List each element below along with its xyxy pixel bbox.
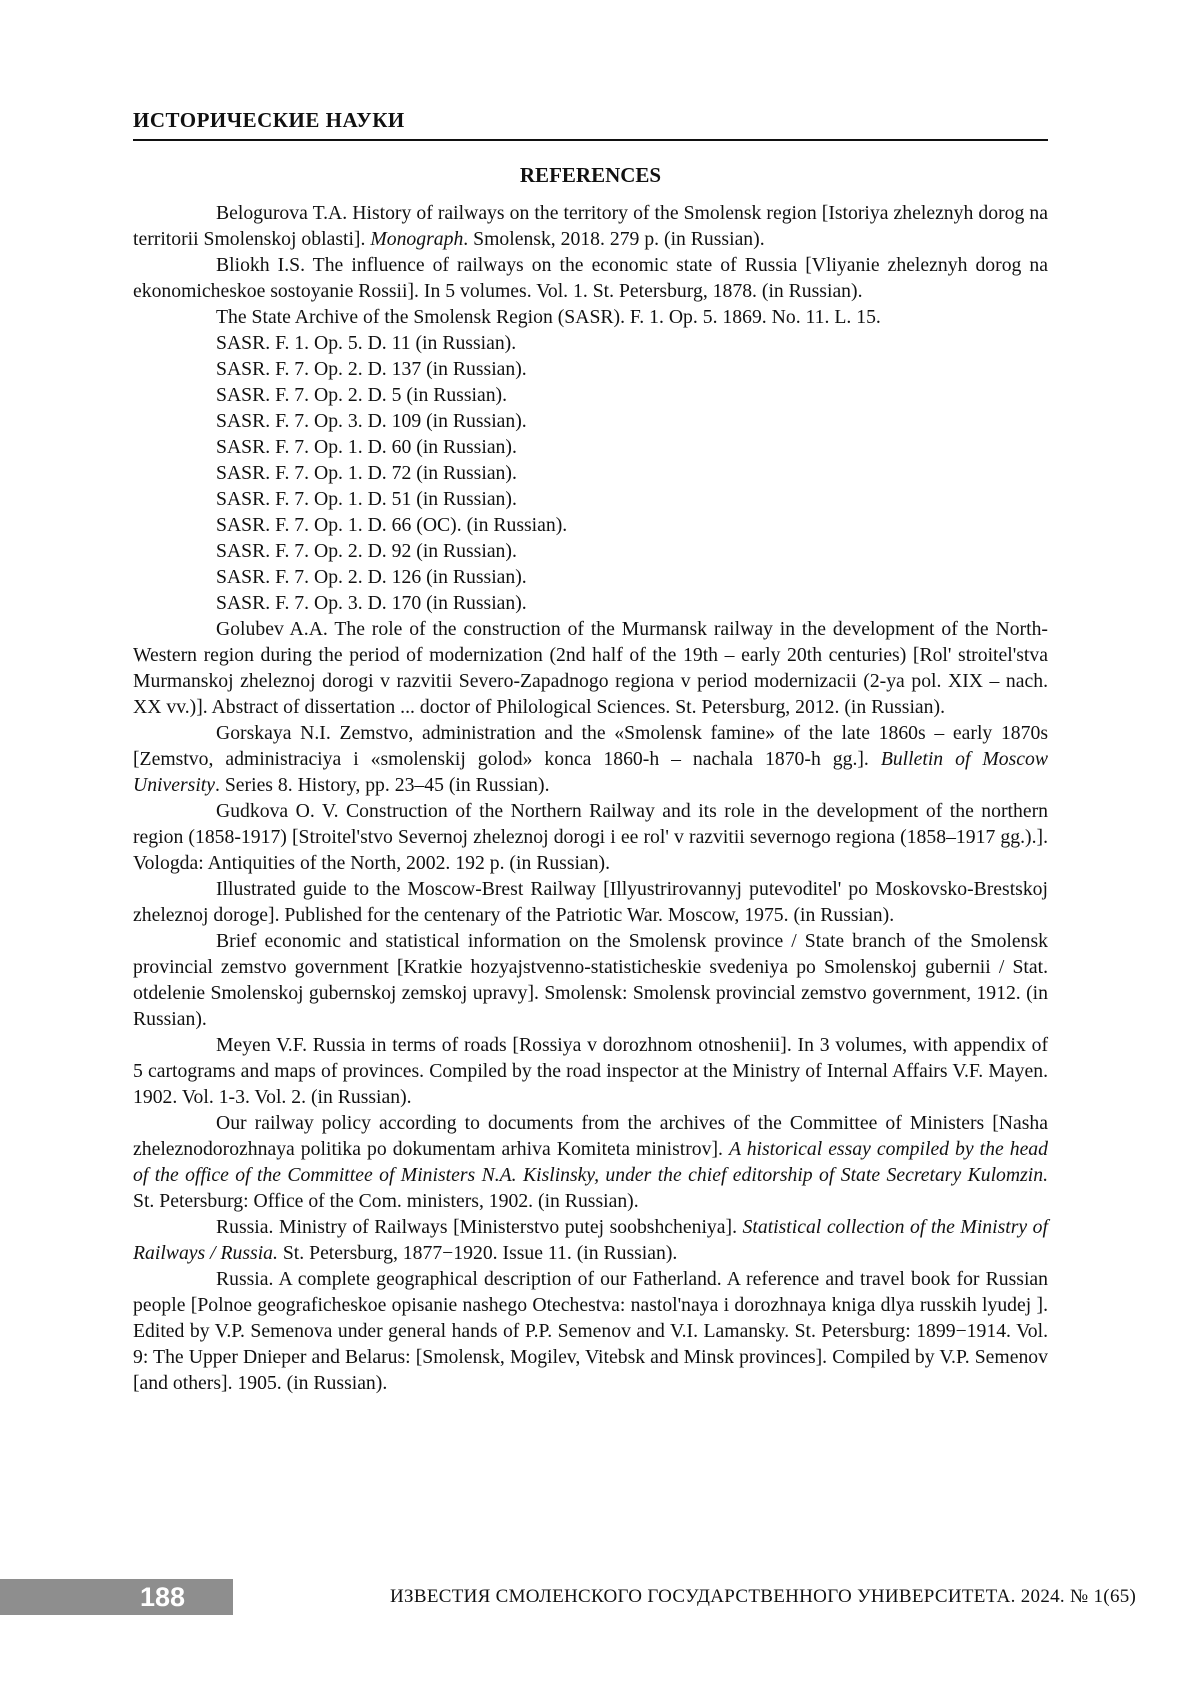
reference-text: SASR. F. 7. Op. 2. D. 92 (in Russian).	[216, 540, 517, 562]
reference-item	[133, 304, 1048, 330]
page-number: 188	[0, 1579, 233, 1615]
reference-item	[133, 928, 1048, 1032]
reference-text: SASR. F. 7. Op. 2. D. 126 (in Russian).	[216, 566, 527, 588]
reference-item	[133, 330, 1048, 356]
reference-text: The State Archive of the Smolensk Region (SASR). F. 1. Op. 5. 1869. No. 11. L. 15.	[216, 306, 881, 328]
reference-text: SASR. F. 7. Op. 3. D. 109 (in Russian).	[216, 410, 527, 432]
reference-item	[133, 616, 1048, 720]
reference-text: Brief economic and statistical information on the Smolensk province / State branch of the Smolensk provincial zemstvo government [Kratkie hozyajstvenno-statisticheskie svedeniya po Smolenskoj gubernii / Stat. otdelenie Smolenskoj gubernskoj zemskoj upravy]. Smolensk: Smolensk provincial zemstvo government, 1912. (in Russian).	[133, 930, 1048, 1030]
reference-italic: A historical essay compiled by the head of the office of the Committee of Ministers N.A. Kislinsky, under the chief editorship of State Secretary Kulomzin.	[133, 1138, 1048, 1186]
reference-item	[133, 720, 1048, 798]
reference-item	[133, 434, 1048, 460]
reference-text: Gudkova O. V. Construction of the Northern Railway and its role in the development of the northern region (1858-1917) [Stroitel'stvo Severnoj zheleznoj dorogi i ee rol' v razvitii severnogo regiona (1858–1917 gg.).]. Vologda: Antiquities of the North, 2002. 192 p. (in Russian).	[133, 800, 1048, 874]
references-list	[133, 200, 1048, 1396]
reference-item	[133, 460, 1048, 486]
reference-item	[133, 356, 1048, 382]
reference-text: Russia. Ministry of Railways [Ministerstvo putej soobshcheniya].	[216, 1216, 743, 1238]
reference-text: SASR. F. 7. Op. 2. D. 137 (in Russian).	[216, 358, 527, 380]
reference-item	[133, 200, 1048, 252]
reference-item	[133, 564, 1048, 590]
reference-italic: Bulletin of Moscow University	[133, 748, 1049, 796]
reference-item	[133, 382, 1048, 408]
reference-text: SASR. F. 1. Op. 5. D. 11 (in Russian).	[216, 332, 517, 354]
reference-text: SASR. F. 7. Op. 1. D. 72 (in Russian).	[216, 462, 517, 484]
references-title: REFERENCES	[519, 163, 662, 187]
reference-text: SASR. F. 7. Op. 2. D. 5 (in Russian).	[216, 384, 508, 406]
reference-text: Illustrated guide to the Moscow-Brest Railway [Illyustrirovannyj putevoditel' po Moskovsko-Brestskoj zheleznoj doroge]. Published for the centenary of the Patriotic War. Moscow, 1975. (in Russian).	[133, 878, 1048, 926]
reference-item	[133, 1032, 1048, 1110]
reference-item	[133, 876, 1048, 928]
reference-tail: St. Petersburg: Office of the Com. ministers, 1902. (in Russian).	[133, 1190, 639, 1212]
reference-item	[133, 486, 1048, 512]
journal-title: ИЗВЕСТИЯ СМОЛЕНСКОГО ГОСУДАРСТВЕННОГО УНИВЕРСИТЕТА. 2024. № 1(65)	[390, 1586, 1137, 1607]
reference-item	[133, 538, 1048, 564]
reference-item	[133, 1266, 1048, 1396]
reference-item	[133, 798, 1048, 876]
reference-item	[133, 590, 1048, 616]
reference-item	[133, 512, 1048, 538]
reference-text: Gorskaya N.I. Zemstvo, administration and the «Smolensk famine» of the late 1860s – early 1870s [Zemstvo, administraciya i «smolenskij golod» konca 1860-h – nachala 1870-h gg.].	[133, 722, 1048, 770]
reference-italic: Monograph	[370, 228, 464, 250]
section-header: ИСТОРИЧЕСКИЕ НАУКИ	[133, 108, 1048, 141]
reference-text: SASR. F. 7. Op. 1. D. 66 (OC). (in Russian).	[216, 514, 568, 536]
reference-text: SASR. F. 7. Op. 3. D. 170 (in Russian).	[216, 592, 527, 614]
reference-text: SASR. F. 7. Op. 1. D. 51 (in Russian).	[216, 488, 517, 510]
reference-item	[133, 408, 1048, 434]
reference-text: Bliokh I.S. The influence of railways on the economic state of Russia [Vliyanie zheleznyh dorog na ekonomicheskoe sostoyanie Rossii]. In 5 volumes. Vol. 1. St. Petersburg, 1878. (in Russian).	[133, 254, 1048, 302]
reference-text: Our railway policy according to documents from the archives of the Committee of Ministers [Nasha zheleznodorozhnaya politika po dokumentam arhiva Komiteta ministrov].	[133, 1112, 1048, 1160]
reference-text: Belogurova T.A. History of railways on the territory of the Smolensk region [Istoriya zheleznyh dorog na territorii Smolenskoj oblasti].	[133, 202, 1048, 250]
reference-item	[133, 1110, 1048, 1214]
reference-item	[133, 1214, 1048, 1266]
reference-item	[133, 252, 1048, 304]
reference-tail: . Smolensk, 2018. 279 p. (in Russian).	[463, 228, 765, 250]
reference-text: SASR. F. 7. Op. 1. D. 60 (in Russian).	[216, 436, 517, 458]
reference-text: Golubev A.A. The role of the construction of the Murmansk railway in the development of the North-Western region during the period of modernization (2nd half of the 19th – early 20th centuries) [Rol' stroitel'stva Murmanskoj zheleznoj dorogi v razvitii Severo-Zapadnogo regiona v period modernizacii (2-ya pol. XIX – nach. XX vv.)]. Abstract of dissertation ... doctor of Philological Sciences. St. Petersburg, 2012. (in Russian).	[133, 618, 1048, 718]
reference-text: Russia. A complete geographical description of our Fatherland. A reference and travel book for Russian people [Polnoe geograficheskoe opisanie nashego Otechestva: nastol'naya i dorozhnaya kniga dlya russkih lyudej ]. Edited by V.P. Semenova under general hands of P.P. Semenov and V.I. Lamansky. St. Petersburg: 1899−1914. Vol. 9: The Upper Dnieper and Belarus: [Smolensk, Mogilev, Vitebsk and Minsk provinces]. Compiled by V.P. Semenov [and others]. 1905. (in Russian).	[133, 1268, 1048, 1394]
reference-text: Meyen V.F. Russia in terms of roads [Rossiya v dorozhnom otnoshenii]. In 3 volumes, with appendix of 5 cartograms and maps of provinces. Compiled by the road inspector at the Ministry of Internal Affairs V.F. Mayen. 1902. Vol. 1-3. Vol. 2. (in Russian).	[133, 1034, 1048, 1108]
reference-tail: St. Petersburg, 1877−1920. Issue 11. (in Russian).	[277, 1242, 678, 1264]
reference-italic: Statistical collection of the Ministry of Railways / Russia.	[133, 1216, 1048, 1264]
reference-tail: . Series 8. History, pp. 23–45 (in Russian).	[215, 774, 550, 796]
